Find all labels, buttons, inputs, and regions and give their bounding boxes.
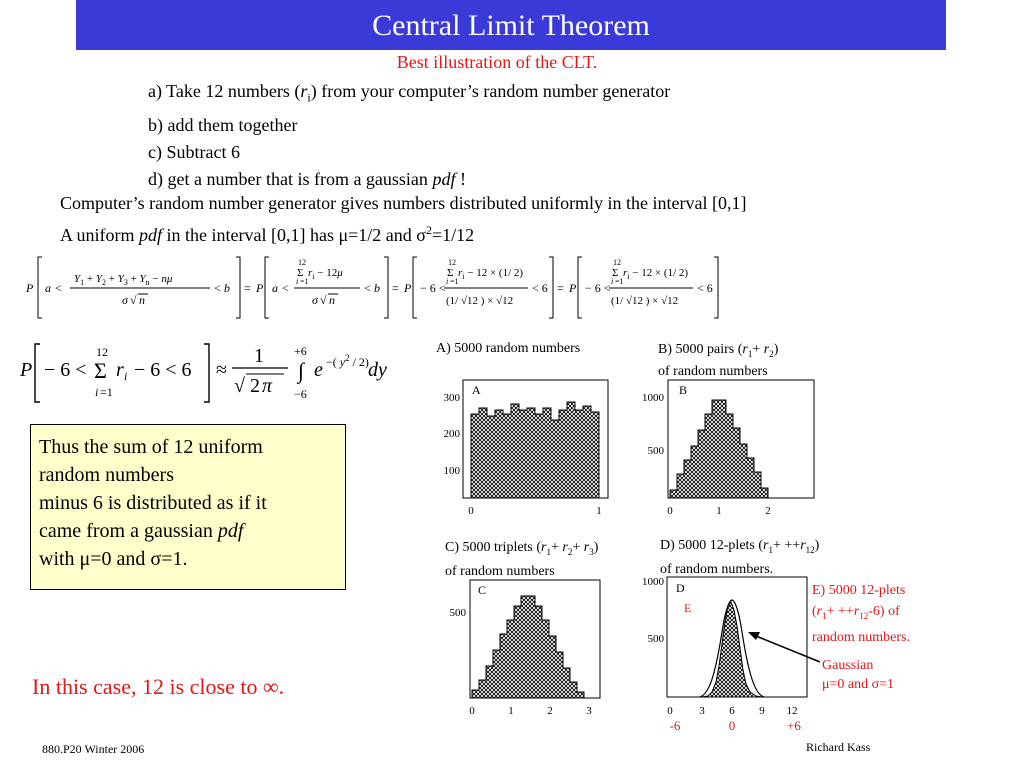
svg-text:Σ: Σ (94, 358, 107, 383)
panel-a-caption: A) 5000 random numbers (436, 341, 581, 356)
svg-text:=1: =1 (450, 277, 459, 286)
svg-text:< 6: < 6 (697, 281, 713, 295)
subtitle: Best illustration of the CLT. (396, 52, 598, 72)
svg-text:Y1 + Y2 + Y3 + Yn − nμ: $Y_1 + Y_2 + Y_3 + Y_n - n\mu$ (74, 273, 173, 287)
uniform-line-2: A uniform pdf in the interval [0,1] has μ=1/2 and $\sigma^2=1/12$ (60, 223, 475, 245)
svg-text:500: 500 (647, 633, 664, 645)
svg-text:i: i (296, 277, 299, 286)
svg-text:500: 500 (647, 445, 664, 457)
svg-text:12: 12 (613, 258, 621, 267)
svg-text:1: 1 (596, 505, 602, 517)
steps-list (148, 78, 670, 193)
svg-text:− 6 <: − 6 < (44, 359, 87, 381)
svg-text:i: i (124, 369, 128, 383)
svg-text:B: B (679, 383, 688, 397)
svg-text:2: 2 (765, 505, 771, 517)
svg-text:0: 0 (728, 718, 736, 733)
svg-text:=: = (392, 281, 399, 295)
svg-text:<: < (364, 281, 371, 295)
svg-text:− 6 <: − 6 < (585, 281, 611, 295)
svg-text:−( y2 / 2): −( $y^2 / 2$) (326, 353, 369, 369)
svg-text:−6: −6 (294, 387, 307, 401)
summary-box (30, 424, 346, 590)
histogram-a-letter: A (472, 383, 481, 397)
svg-text:∫: ∫ (298, 358, 305, 383)
svg-text:P: P (256, 281, 264, 295)
equation-2 (18, 340, 418, 410)
svg-text:12: 12 (786, 705, 798, 717)
step-a: a) Take 12 numbers $(r_i)$ from your computer’s random number generator (148, 81, 671, 105)
summary-line-2: random numbers (39, 464, 174, 486)
svg-text:=1: =1 (300, 277, 309, 286)
svg-text:ri − 12μ: $r_i - 12\mu$ (308, 267, 343, 281)
summary-line-4: came from a gaussian pdf (39, 520, 244, 542)
histogram-a (444, 380, 609, 517)
svg-text:Σ: Σ (297, 267, 304, 279)
svg-text:ri − 12 × (1/ 2): $r_i - 12 \times (1/$ 2) (623, 267, 689, 281)
step-d: d) get a number that is from a gaussian pdf ! (148, 168, 466, 189)
svg-text:1: 1 (254, 345, 264, 367)
svg-text:6: 6 (729, 705, 735, 717)
svg-text:√: √ (234, 375, 245, 397)
svg-text:12: 12 (96, 345, 108, 359)
svg-text:P: P (404, 281, 412, 295)
svg-text:-6: -6 (669, 718, 681, 733)
panel-b-caption: B) 5000 pairs $(r_1+ r_2)$ of random numbers (658, 342, 779, 379)
svg-text:2: 2 (547, 705, 553, 717)
svg-text:=: = (557, 281, 564, 295)
svg-text:3: 3 (586, 705, 592, 717)
svg-text:Σ: Σ (612, 267, 619, 279)
svg-text:=: = (244, 281, 251, 295)
svg-text:e: e (314, 359, 323, 381)
svg-text:dy: dy (368, 359, 387, 381)
svg-text:(1/ √12 ) × √12: (1/ √12 ) × √12 (611, 295, 679, 307)
svg-text:i: i (95, 385, 99, 399)
svg-text:2: 2 (250, 375, 260, 397)
summary-line-5: with μ=0 and σ=1. (39, 548, 188, 570)
svg-text:1000: 1000 (642, 392, 664, 404)
svg-text:< 6: < 6 (532, 281, 548, 295)
svg-text:12: 12 (298, 258, 306, 267)
svg-text:<: < (282, 281, 289, 295)
panel-d-caption: D) 5000 12-plets $(r_1+ ++r_{12})$ of random numbers. (660, 538, 820, 577)
svg-text:200: 200 (443, 428, 460, 440)
svg-text:E: E (684, 601, 692, 615)
svg-text:π: π (262, 375, 273, 397)
svg-text:ri − 12 × (1/ 2): $r_i - 12 \times (1/$ 2) (458, 267, 524, 281)
svg-text:− 6 <: − 6 < (420, 281, 446, 295)
svg-text:n: n (139, 293, 145, 307)
svg-text:C: C (478, 583, 487, 597)
svg-text:0: 0 (667, 505, 673, 517)
svg-text:n: n (329, 293, 335, 307)
step-b: b) add them together (148, 114, 298, 135)
svg-text:r: r (116, 359, 124, 381)
histogram-c (450, 580, 601, 717)
svg-text:1: 1 (716, 505, 722, 517)
svg-text:12: 12 (448, 258, 456, 267)
svg-text:=1: =1 (100, 385, 113, 399)
panel-c-caption: C) 5000 triplets $(r_1+ r_2+ r_3)$ of random numbers (445, 540, 599, 579)
svg-text:D: D (676, 581, 685, 595)
svg-text:σ: σ (122, 293, 128, 307)
svg-text:1000: 1000 (642, 576, 664, 588)
title-bar (76, 0, 946, 50)
svg-text:σ: σ (312, 293, 318, 307)
svg-text:0: 0 (469, 705, 475, 717)
svg-text:P: P (569, 281, 577, 295)
svg-text:500: 500 (449, 607, 466, 619)
uniform-text (60, 190, 747, 249)
svg-text:i: i (446, 277, 449, 286)
svg-text:<: < (55, 281, 62, 295)
svg-text:√: √ (320, 293, 327, 307)
equation-1 (22, 252, 722, 324)
svg-text:<: < (214, 281, 221, 295)
svg-text:b: b (374, 281, 380, 295)
footer-left: 880.P20 Winter 2006 (42, 742, 145, 756)
svg-text:1: 1 (508, 705, 514, 717)
step-c: c) Subtract 6 (148, 141, 240, 162)
svg-text:0: 0 (468, 505, 474, 517)
histogram-d (642, 576, 820, 733)
svg-text:≈: ≈ (216, 359, 227, 381)
svg-text:100: 100 (443, 465, 460, 477)
svg-text:9: 9 (759, 705, 765, 717)
svg-text:a: a (272, 281, 278, 295)
svg-text:=1: =1 (615, 277, 624, 286)
svg-text:(1/ √12 ) × √12: (1/ √12 ) × √12 (446, 295, 514, 307)
svg-text:+6: +6 (787, 718, 801, 733)
slide-title: Central Limit Theorem (372, 9, 650, 42)
svg-text:+6: +6 (294, 344, 307, 358)
svg-text:√: √ (130, 293, 137, 307)
svg-text:i: i (611, 277, 614, 286)
summary-line-1: Thus the sum of 12 uniform (39, 436, 263, 458)
svg-text:a: a (45, 281, 51, 295)
svg-text:300: 300 (443, 392, 460, 404)
uniform-line-1: Computer’s random number generator gives numbers distributed uniformly in the interval [0,1] (60, 193, 747, 213)
svg-text:0: 0 (667, 705, 673, 717)
gaussian-note: Gaussian μ=0 and σ=1 (822, 658, 895, 692)
panel-e-note: E) 5000 12-plets $(r_1+ ++r_{12}-6)$ of random numbers. (812, 583, 910, 645)
svg-text:P: P (20, 359, 33, 381)
conclusion-text: In this case, 12 is close to ∞. (32, 674, 285, 699)
summary-line-3: minus 6 is distributed as if it (39, 492, 267, 514)
histograms (430, 370, 1020, 740)
svg-text:− 6 < 6: − 6 < 6 (134, 359, 192, 381)
svg-text:Σ: Σ (447, 267, 454, 279)
footer-right: Richard Kass (806, 740, 871, 754)
svg-text:3: 3 (699, 705, 705, 717)
svg-text:P: P (26, 281, 34, 295)
svg-text:b: b (224, 281, 230, 295)
histogram-b (642, 380, 814, 517)
